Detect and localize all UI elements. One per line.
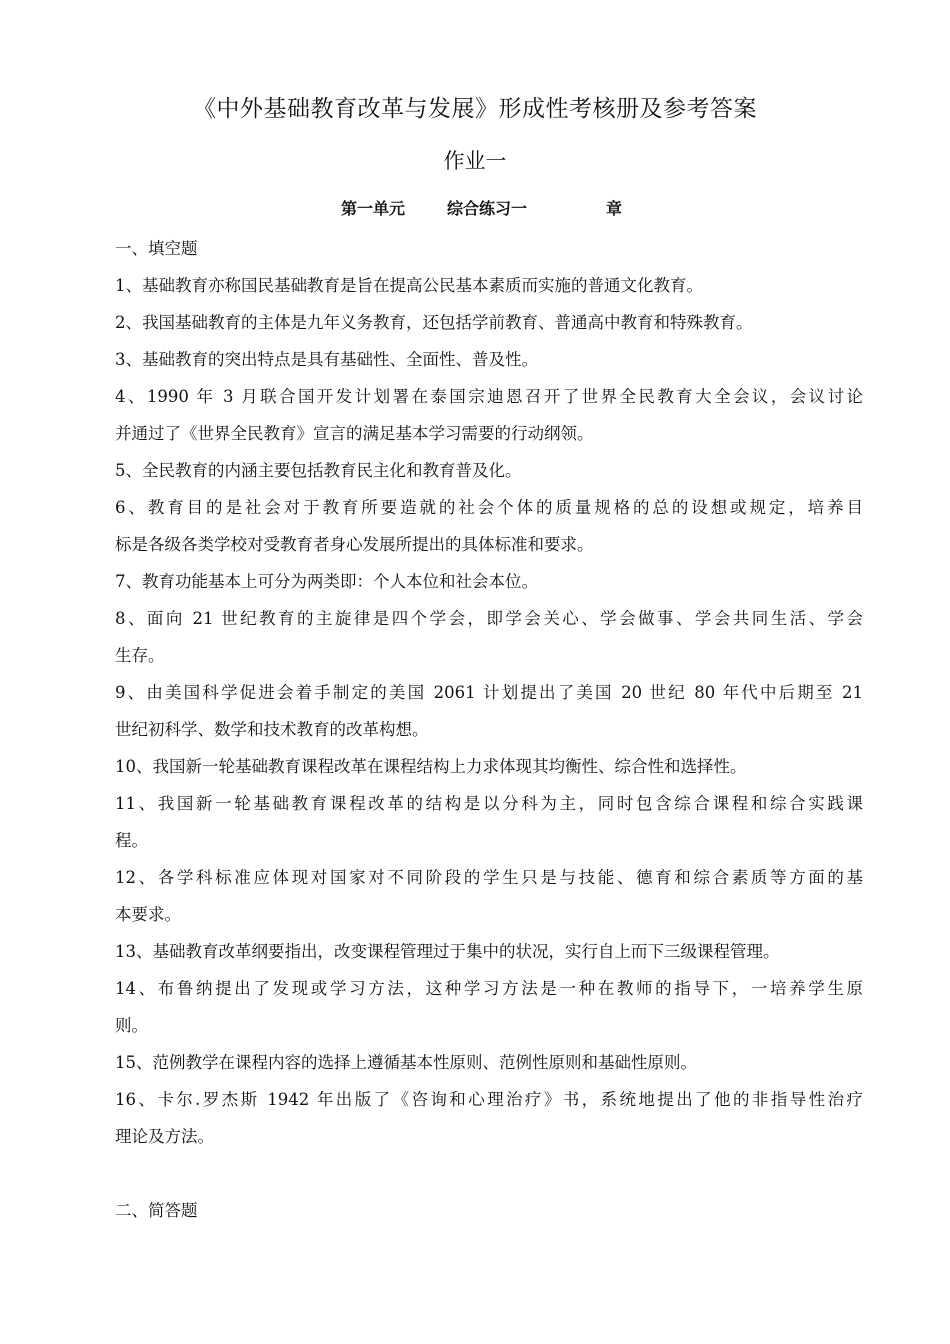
- assignment-title: 作业一: [443, 149, 507, 173]
- answer-line: 并通过了《世界全民教育》宣言的满足基本学习需要的行动纲领。: [115, 424, 594, 443]
- answer-line: 理论及方法。: [115, 1127, 214, 1146]
- section-spacer: [115, 1155, 863, 1192]
- answer-line: 生存。: [115, 646, 165, 665]
- answer-line: 15、范例教学在课程内容的选择上遵循基本性原则、范例性原则和基础性原则。: [115, 1053, 697, 1072]
- section-heading-fill-in: 一、填空题: [115, 239, 198, 258]
- answer-line: 8、面向 21 世纪教育的主旋律是四个学会，即学会关心、学会做事、学会共同生活、学会: [115, 609, 863, 628]
- unit-number: 第一单元: [341, 199, 406, 218]
- answer-line: 6、教育目的是社会对于教育所要造就的社会个体的质量规格的总的设想或规定，培养目: [115, 498, 863, 517]
- document-body: [115, 230, 863, 1229]
- answer-line: 标是各级各类学校对受教育者身心发展所提出的具体标准和要求。: [115, 535, 594, 554]
- answer-line: 10、我国新一轮基础教育课程改革在课程结构上力求体现其均衡性、综合性和选择性。: [115, 757, 747, 776]
- answer-line: 7、教育功能基本上可分为两类即：个人本位和社会本位。: [115, 572, 538, 591]
- answer-line: 程。: [115, 831, 148, 850]
- answer-line: 2、我国基础教育的主体是九年义务教育，还包括学前教育、普通高中教育和特殊教育。: [115, 313, 753, 332]
- answer-line: 3、基础教育的突出特点是具有基础性、全面性、普及性。: [115, 350, 538, 369]
- unit-exercise-label: 综合练习一: [447, 199, 528, 218]
- answer-line: 9、由美国科学促进会着手制定的美国 2061 计划提出了美国 20 世纪 80 年代中后期至 21: [115, 683, 863, 702]
- answer-line: 1、基础教育亦称国民基础教育是旨在提高公民基本素质而实施的普通文化教育。: [115, 276, 703, 295]
- answer-line: 世纪初科学、数学和技术教育的改革构想。: [115, 720, 429, 739]
- answer-line: 11、我国新一轮基础教育课程改革的结构是以分科为主，同时包含综合课程和综合实践课: [115, 794, 863, 813]
- answer-line: 14、布鲁纳提出了发现或学习方法，这种学习方法是一种在教师的指导下，一培养学生原: [115, 979, 863, 998]
- answer-line: 5、全民教育的内涵主要包括教育民主化和教育普及化。: [115, 461, 522, 480]
- answer-line: 13、基础教育改革纲要指出，改变课程管理过于集中的状况，实行自上而下三级课程管理。: [115, 942, 780, 961]
- answer-line: 16、卡尔.罗杰斯 1942 年出版了《咨询和心理治疗》书，系统地提出了他的非指导性治疗: [115, 1090, 863, 1109]
- answer-line: 12、各学科标准应体现对国家对不同阶段的学生只是与技能、德育和综合素质等方面的基: [115, 868, 863, 887]
- document-title: 《中外基础教育改革与发展》形成性考核册及参考答案: [193, 96, 757, 122]
- answer-line: 则。: [115, 1016, 148, 1035]
- answer-line: 4、1990 年 3 月联合国开发计划署在泰国宗迪恩召开了世界全民教育大全会议，会议讨论: [115, 387, 863, 406]
- section-heading-short-answer: 二、简答题: [115, 1201, 198, 1220]
- answer-line: 本要求。: [115, 905, 181, 924]
- unit-chapter-label: 章: [606, 199, 623, 218]
